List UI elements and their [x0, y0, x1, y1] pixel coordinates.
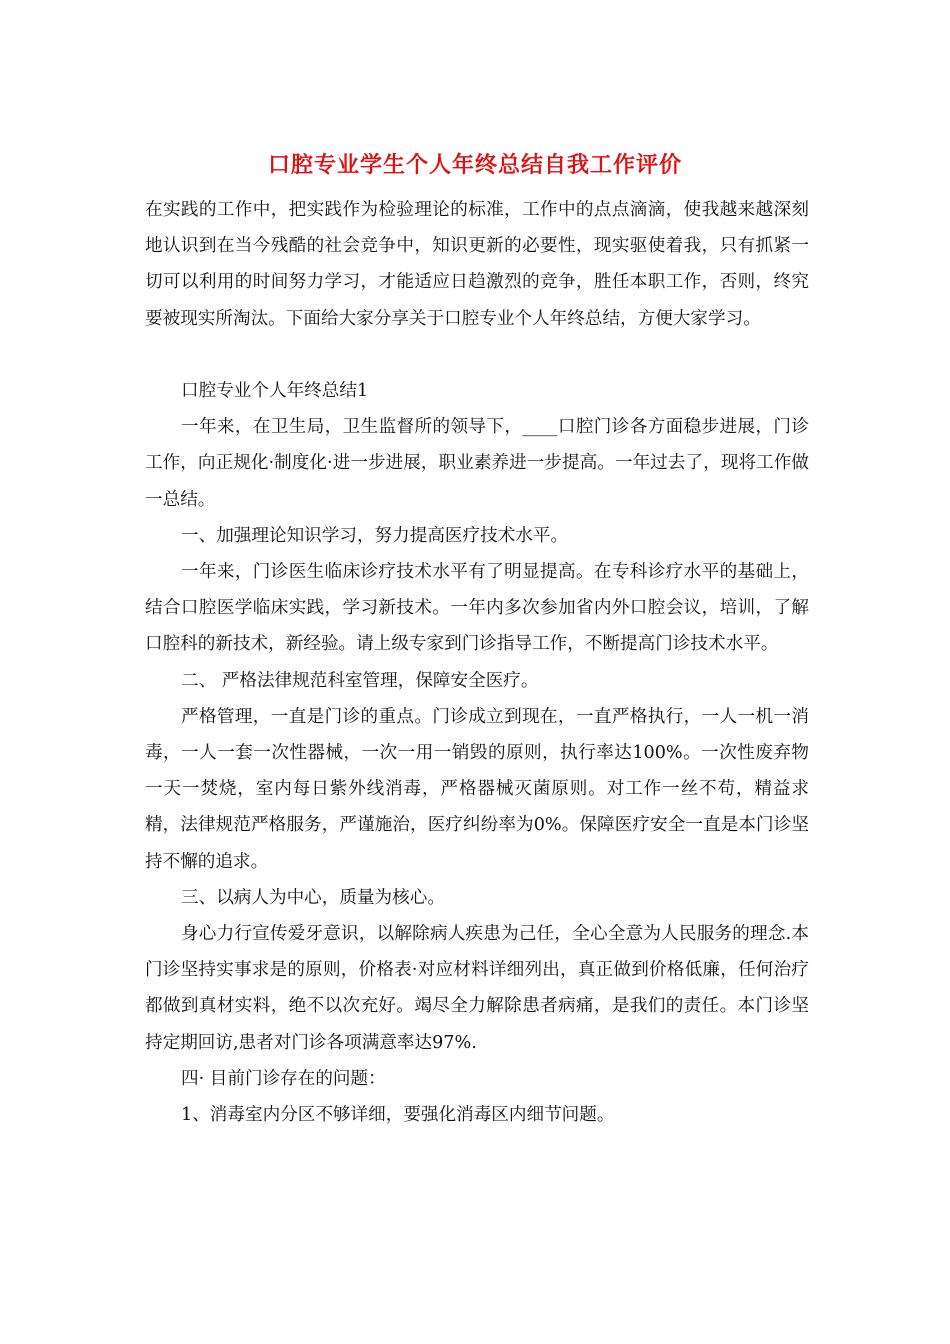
document-body — [145, 192, 809, 1133]
body-paragraph: 1、消毒室内分区不够详细，要强化消毒区内细节问题。 — [181, 1105, 615, 1126]
body-paragraph: 一年来，在卫生局，卫生监督所的领导下，____口腔门诊各方面稳步进展，门诊工作，向正规化·制度化·进一步进展，职业素养进一步提高。一年过去了，现将工作做一总结。 — [145, 417, 809, 510]
document-title: 口腔专业学生个人年终总结自我工作评价 — [267, 152, 682, 178]
paragraph-spacer — [145, 337, 809, 373]
section-heading: 二、 严格法律规范科室管理，保障安全医疗。 — [181, 670, 539, 691]
body-paragraph: 严格管理，一直是门诊的重点。门诊成立到现在，一直严格执行，一人一机一消毒，一人一套一次性器械，一次一用一销毁的原则，执行率达100%。一次性废弃物一天一焚烧，室内每日紫外线消毒，严格器械灭菌原则。对工作一丝不苟，精益求精，法律规范严格服务，严谨施治，医疗纠纷率为0%。保障医疗安全一直是本门诊坚持不懈的追求。 — [145, 706, 809, 872]
intro-paragraph: 在实践的工作中，把实践作为检验理论的标准，工作中的点点滴滴，使我越来越深刻地认识到在当今残酷的社会竞争中，知识更新的必要性，现实驱使着我，只有抓紧一切可以利用的时间努力学习，才能适应日趋激烈的竞争，胜任本职工作，否则，终究要被现实所淘汰。下面给大家分享关于口腔专业个人年终总结，方便大家学习。 — [145, 200, 809, 329]
section-heading: 三、以病人为中心，质量为核心。 — [181, 887, 445, 908]
section-heading: 四· 目前门诊存在的问题： — [181, 1068, 386, 1089]
body-paragraph: 一年来，门诊医生临床诊疗技术水平有了明显提高。在专科诊疗水平的基础上，结合口腔医学临床实践，学习新技术。一年内多次参加省内外口腔会议，培训，了解口腔科的新技术，新经验。请上级专家到门诊指导工作，不断提高门诊技术水平。 — [145, 562, 809, 655]
section-heading: 一、加强理论知识学习，努力提高医疗技术水平。 — [181, 525, 569, 546]
body-paragraph: 身心力行宣传爱牙意识，以解除病人疾患为己任，全心全意为人民服务的理念.本门诊坚持实事求是的原则，价格表·对应材料详细列出，真正做到价格低廉，任何治疗都做到真材实料，绝不以次充好。竭尽全力解除患者病痛，是我们的责任。本门诊坚持定期回访,患者对门诊各项满意率达97%. — [145, 924, 809, 1053]
section-heading: 口腔专业个人年终总结1 — [181, 381, 369, 401]
